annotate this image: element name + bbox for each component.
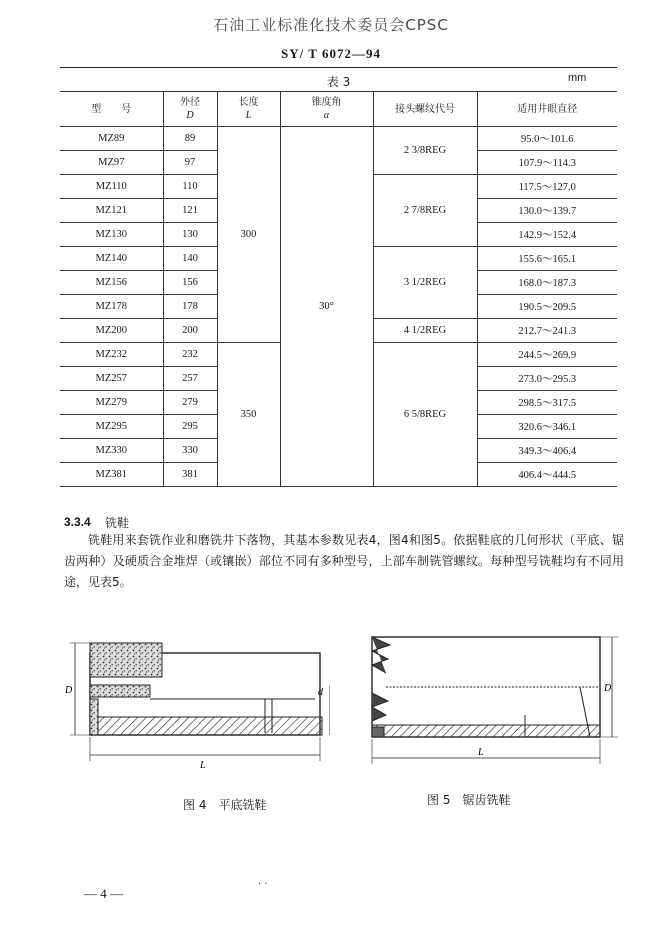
sawtooth-mill-shoe-figure (350, 625, 620, 775)
cell-od: 110 (163, 175, 217, 199)
cell-od: 295 (163, 415, 217, 439)
dimension-L-label: L (200, 760, 206, 771)
cell-hole-diameter: 320.6～346.1 (477, 415, 617, 439)
header-rule (60, 67, 617, 68)
standard-number: SY/ T 6072—94 (281, 46, 381, 61)
spec-table (60, 91, 617, 487)
cell-od: 178 (163, 295, 217, 319)
scan-marks: . . (258, 876, 268, 887)
shoe-wall-section-5 (372, 725, 600, 737)
page-number: — 4 — (84, 886, 123, 901)
cell-od: 97 (163, 151, 217, 175)
cell-model: MZ140 (60, 247, 163, 271)
cell-od: 130 (163, 223, 217, 247)
header-length: 长度 L (217, 92, 280, 127)
cell-od: 257 (163, 367, 217, 391)
cell-hole-diameter: 117.5～127.0 (477, 175, 617, 199)
cell-hole-diameter: 95.0～101.6 (477, 127, 617, 151)
cell-model: MZ121 (60, 199, 163, 223)
cell-hole-diameter: 212.7～241.3 (477, 319, 617, 343)
header-od: 外径 D (163, 92, 217, 127)
cell-od: 330 (163, 439, 217, 463)
cell-model: MZ295 (60, 415, 163, 439)
saw-teeth-lower (372, 693, 388, 721)
dimension-L-label-5: L (478, 747, 484, 758)
section-title: 铣鞋 (105, 516, 130, 530)
dimension-D-label: D (65, 685, 73, 696)
flat-bottom-mill-shoe-figure (60, 625, 330, 775)
table-row (60, 127, 617, 151)
cell-hole-diameter: 107.9～114.3 (477, 151, 617, 175)
cell-od: 89 (163, 127, 217, 151)
cell-hole-diameter: 273.0～295.3 (477, 367, 617, 391)
cell-hole-diameter: 130.0～139.7 (477, 199, 617, 223)
cell-model: MZ257 (60, 367, 163, 391)
header-hole: 适用井眼直径 (477, 92, 617, 127)
carbide-block-mid (90, 685, 150, 697)
cell-model: MZ330 (60, 439, 163, 463)
cell-taper: 30° (280, 127, 373, 487)
header-taper: 锥度角 α (280, 92, 373, 127)
cell-length: 350 (217, 343, 280, 487)
cell-od: 232 (163, 343, 217, 367)
cell-hole-diameter: 155.6～165.1 (477, 247, 617, 271)
dimension-D-label-5: D (604, 683, 612, 694)
cell-thread: 3 1/2REG (373, 247, 477, 319)
figure-4-caption: 图 4 平底铣鞋 (183, 798, 267, 812)
cell-thread: 2 7/8REG (373, 175, 477, 247)
cell-thread: 2 3/8REG (373, 127, 477, 175)
carbide-block-top (90, 643, 162, 677)
cell-hole-diameter: 406.4～444.5 (477, 463, 617, 487)
cell-od: 156 (163, 271, 217, 295)
cell-model: MZ130 (60, 223, 163, 247)
cell-od: 121 (163, 199, 217, 223)
cell-od: 381 (163, 463, 217, 487)
cell-hole-diameter: 349.3～406.4 (477, 439, 617, 463)
cell-hole-diameter: 168.0～187.3 (477, 271, 617, 295)
dimension-d-label: d (318, 687, 323, 698)
figure-5-caption: 图 5 锯齿铣鞋 (427, 793, 511, 807)
cell-od: 140 (163, 247, 217, 271)
header-model: 型 号 (60, 92, 163, 127)
cell-model: MZ178 (60, 295, 163, 319)
saw-teeth-upper (372, 637, 390, 673)
cell-length: 300 (217, 127, 280, 343)
header-thread: 接头螺纹代号 (373, 92, 477, 127)
cell-hole-diameter: 190.5～209.5 (477, 295, 617, 319)
cell-model: MZ89 (60, 127, 163, 151)
cell-thread: 4 1/2REG (373, 319, 477, 343)
section-number: 3.3.4 (64, 515, 91, 529)
carbide-bottom-edge (90, 699, 98, 735)
table-caption: 表 3 (326, 75, 351, 89)
section-paragraph: 铣鞋用来套铣作业和磨铣井下落物，其基本参数见表4，图4和图5。依据鞋底的几何形状（平底、锯齿两种）及硬质合金堆焊（或镶嵌）部位不同有多种型号，上部车制铣管螺纹。每种型号铣鞋均有不同用途，见表5。 (64, 533, 624, 589)
cell-od: 279 (163, 391, 217, 415)
cell-hole-diameter: 142.9～152.4 (477, 223, 617, 247)
cell-hole-diameter: 244.5～269.9 (477, 343, 617, 367)
table-header-row (60, 92, 617, 127)
cell-model: MZ97 (60, 151, 163, 175)
cell-model: MZ200 (60, 319, 163, 343)
cell-model: MZ381 (60, 463, 163, 487)
cell-model: MZ110 (60, 175, 163, 199)
cell-model: MZ279 (60, 391, 163, 415)
table-unit: mm (568, 72, 587, 84)
cell-model: MZ232 (60, 343, 163, 367)
cell-thread: 6 5/8REG (373, 343, 477, 487)
shoe-wall-section (98, 717, 322, 735)
organization-header: 石油工业标准化技术委员会CPSC (213, 16, 449, 34)
cell-od: 200 (163, 319, 217, 343)
cell-hole-diameter: 298.5～317.5 (477, 391, 617, 415)
cell-model: MZ156 (60, 271, 163, 295)
